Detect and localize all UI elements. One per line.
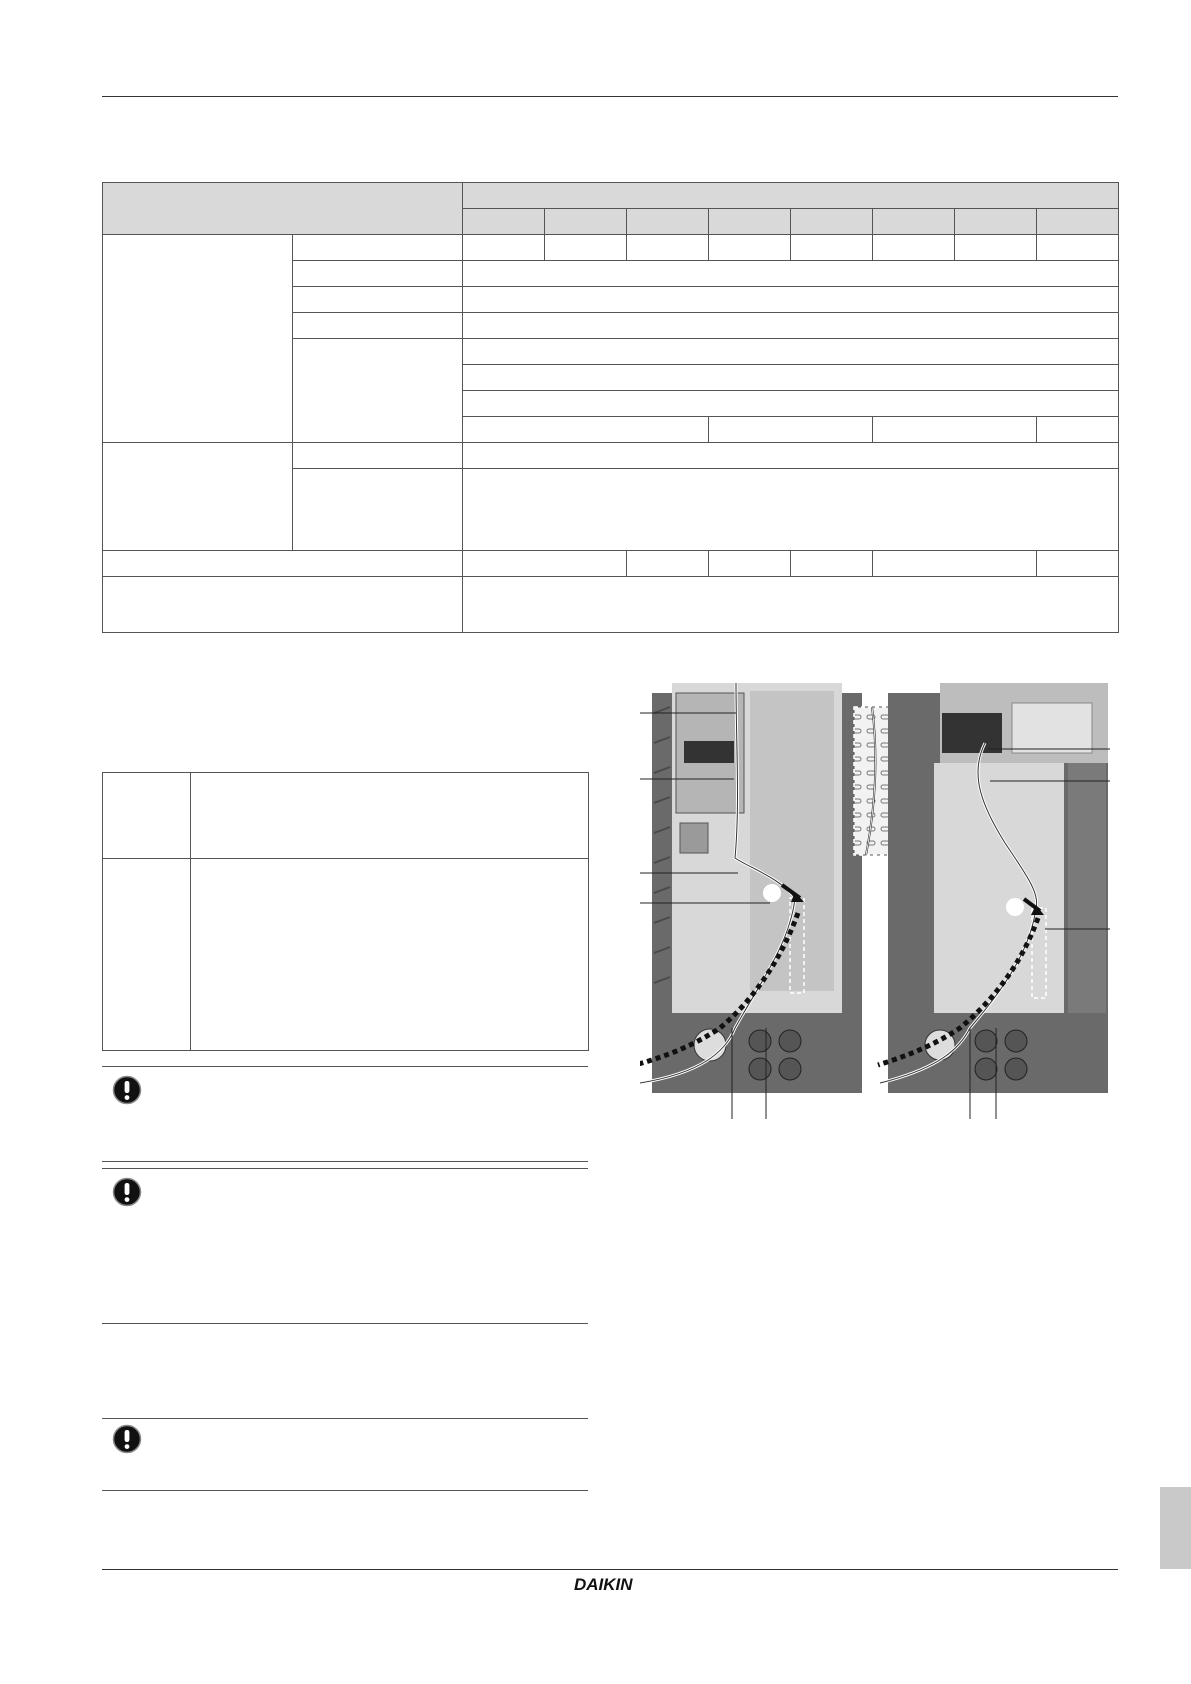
table-cell	[103, 551, 463, 577]
table-cell	[293, 313, 463, 339]
table-cell	[791, 235, 873, 261]
table-cell	[463, 577, 1119, 633]
wiring-figure	[640, 683, 1120, 1119]
unit-right-illustration	[878, 683, 1108, 1093]
exclamation-circle-icon	[112, 1177, 142, 1207]
table-cell	[463, 339, 1119, 365]
table-header-cell	[103, 183, 463, 235]
table-cell	[103, 443, 293, 551]
table-cell	[463, 551, 627, 577]
important-notice	[102, 1418, 588, 1491]
info-notice	[102, 1322, 588, 1419]
important-notice	[102, 1168, 588, 1324]
table-cell	[293, 261, 463, 287]
table-cell	[293, 235, 463, 261]
table-cell	[293, 339, 463, 443]
table-header-cell	[463, 183, 1119, 209]
table-cell	[545, 235, 627, 261]
daikin-logo	[574, 1575, 660, 1593]
header-rule	[102, 96, 1118, 97]
table-header-cell	[463, 209, 545, 235]
table-cell	[293, 443, 463, 469]
table-header-cell	[955, 209, 1037, 235]
table-cell	[191, 859, 589, 1051]
table-cell	[293, 287, 463, 313]
table-cell	[103, 859, 191, 1051]
table-cell	[627, 551, 709, 577]
table-cell	[791, 551, 873, 577]
unit-left-illustration	[640, 683, 862, 1093]
table-header-cell	[545, 209, 627, 235]
table-cell	[709, 235, 791, 261]
table-cell	[103, 773, 191, 859]
table-cell	[463, 443, 1119, 469]
table-cell	[103, 577, 463, 633]
table-cell	[463, 287, 1119, 313]
table-cell	[873, 235, 955, 261]
table-cell	[1037, 235, 1119, 261]
table-header-cell	[873, 209, 955, 235]
table-cell	[463, 313, 1119, 339]
table-cell	[463, 469, 1119, 551]
brand-name: DAIKIN	[574, 1575, 633, 1593]
table-cell	[1037, 417, 1119, 443]
exclamation-circle-icon	[112, 1424, 142, 1454]
table-cell	[709, 417, 873, 443]
table-cell	[1037, 551, 1119, 577]
table-cell	[955, 235, 1037, 261]
table-header-cell	[709, 209, 791, 235]
table-header-cell	[791, 209, 873, 235]
table-cell	[873, 551, 1037, 577]
table-cell	[103, 235, 293, 443]
table-header-cell	[627, 209, 709, 235]
spec-table	[102, 182, 1119, 633]
table-cell	[709, 551, 791, 577]
exclamation-circle-icon	[112, 1075, 142, 1105]
table-cell	[463, 417, 709, 443]
table-cell	[873, 417, 1037, 443]
important-notice	[102, 1066, 588, 1162]
table-cell	[627, 235, 709, 261]
footer-rule	[102, 1569, 1118, 1570]
table-cell	[463, 391, 1119, 417]
table-cell	[463, 235, 545, 261]
table-cell	[293, 469, 463, 551]
info-table	[102, 772, 589, 1051]
table-cell	[463, 261, 1119, 287]
table-cell	[191, 773, 589, 859]
table-cell	[463, 365, 1119, 391]
table-header-cell	[1037, 209, 1119, 235]
section-tab	[1160, 1487, 1191, 1569]
